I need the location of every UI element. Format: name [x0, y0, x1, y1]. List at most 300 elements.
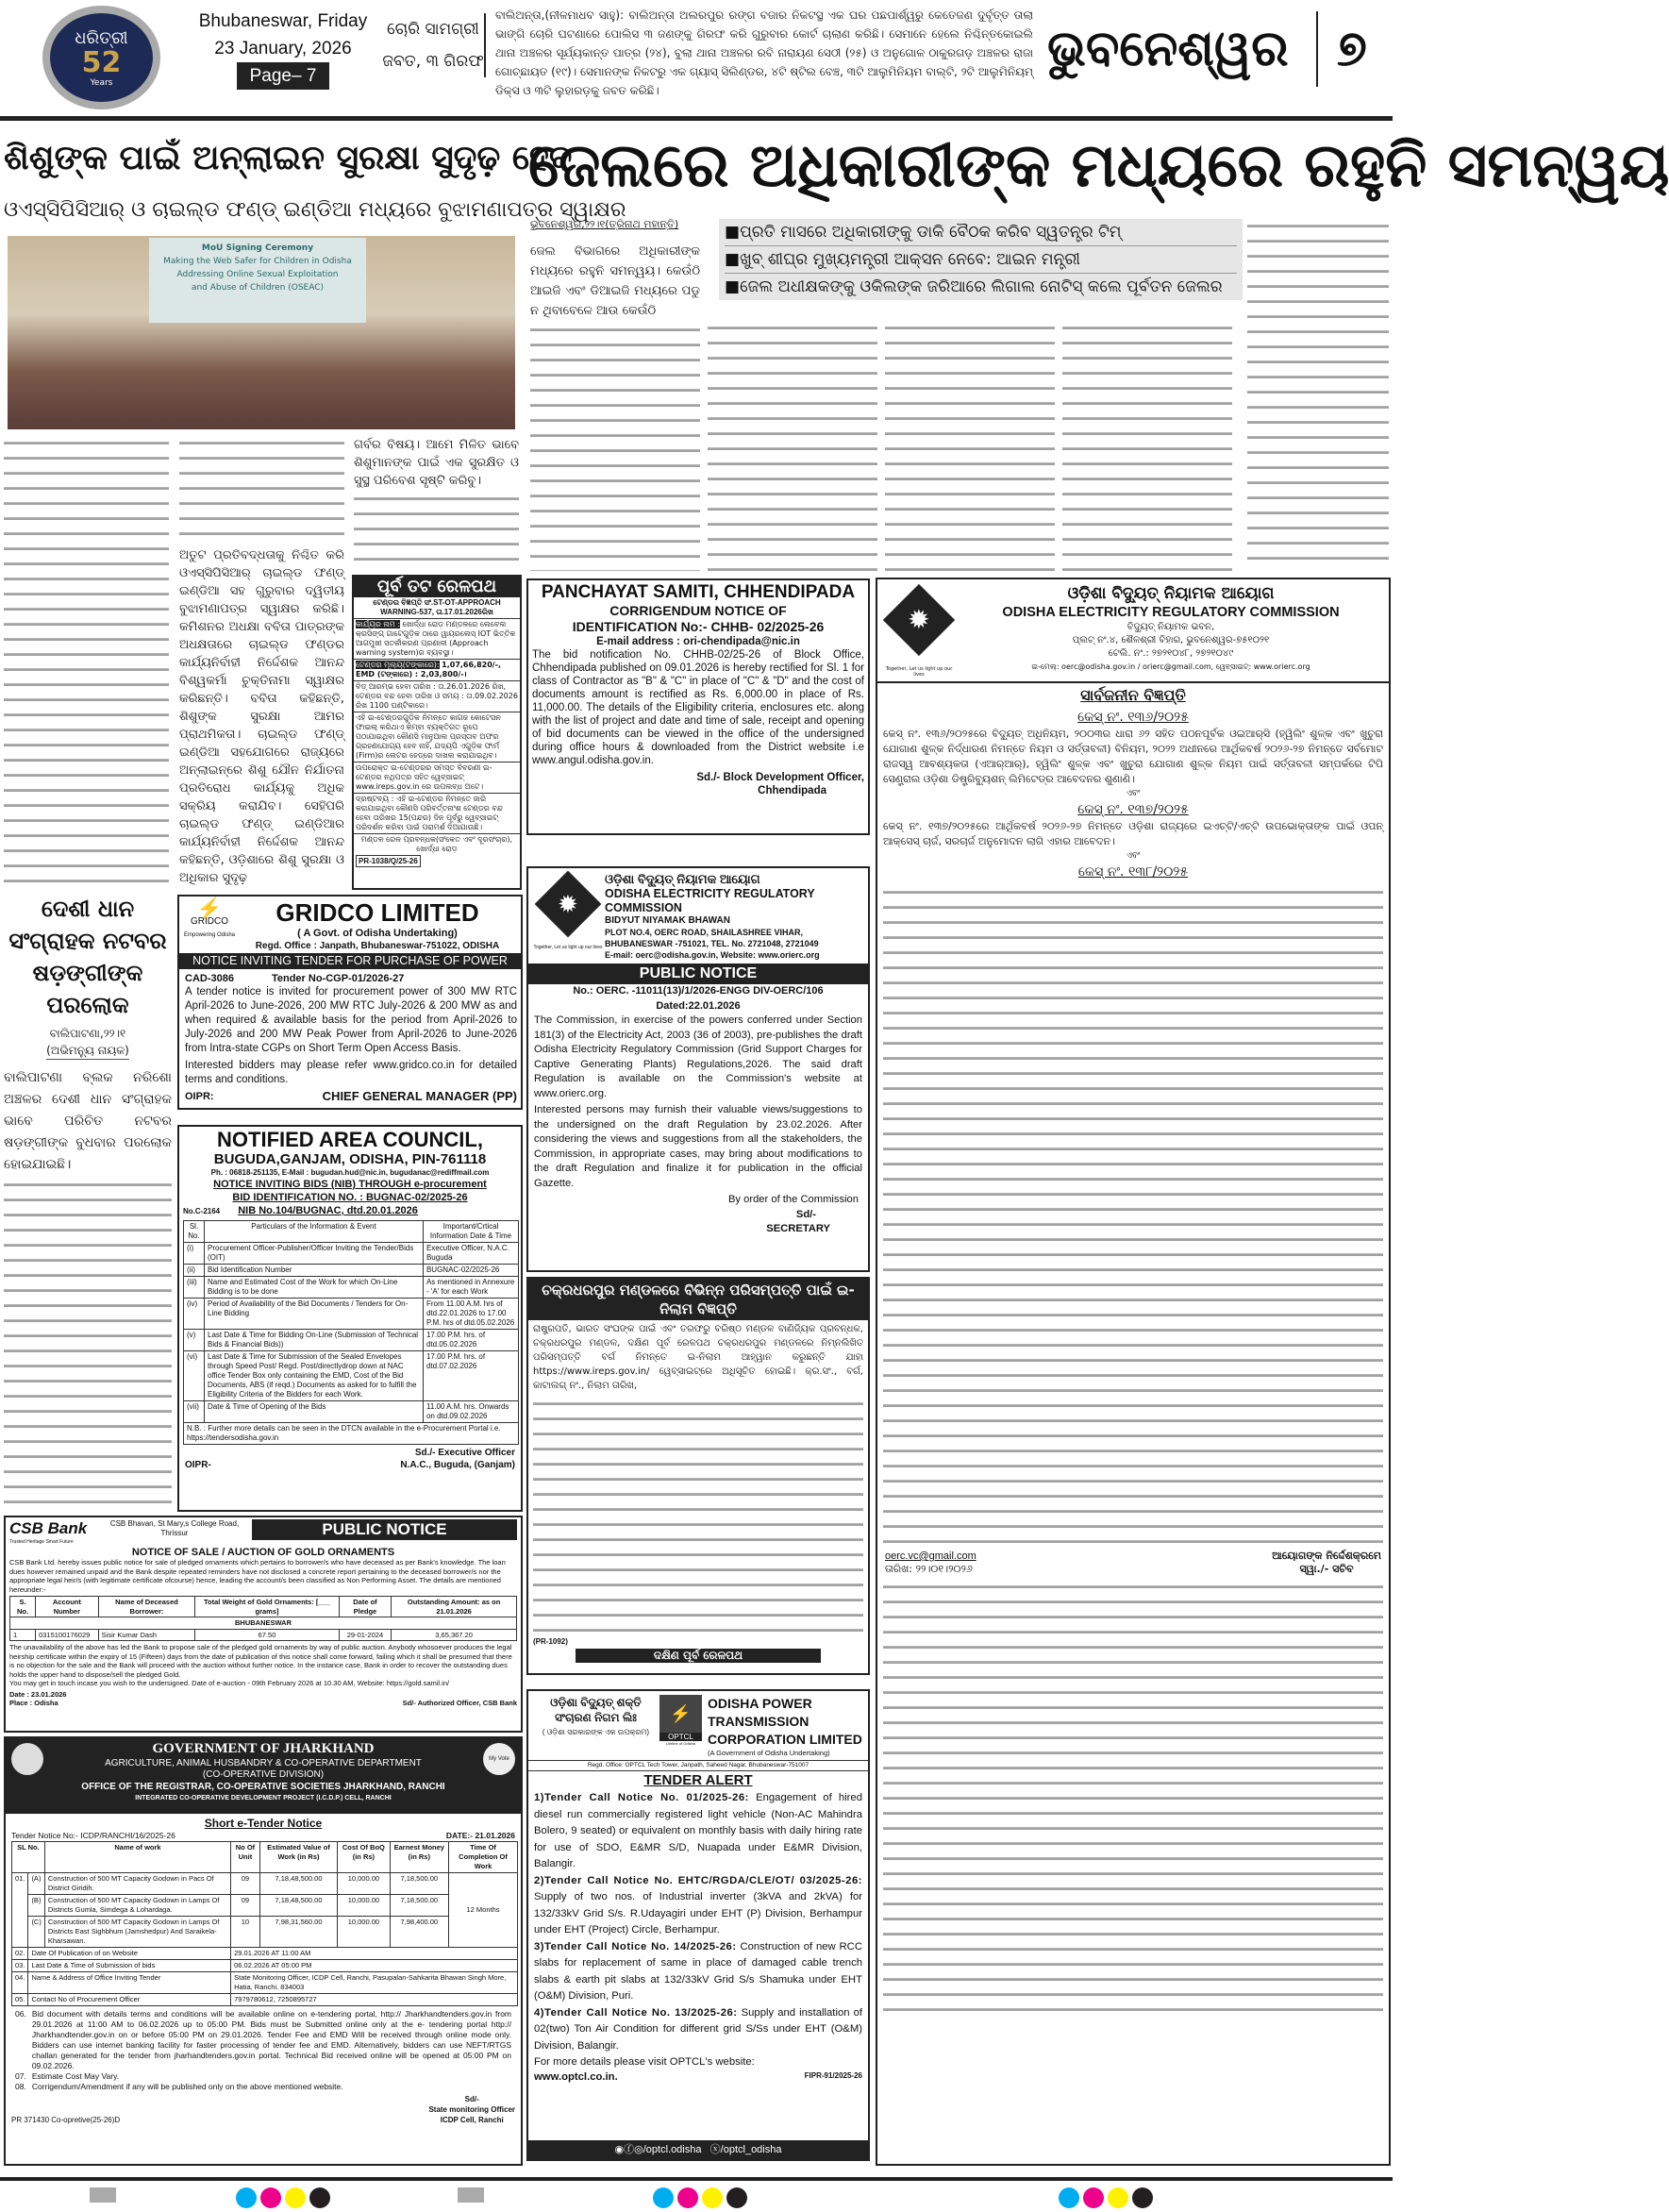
newspaper-logo [42, 6, 160, 109]
pr-ref: PR 371430 Co-opretive(25-26)D [11, 2116, 121, 2124]
column-header: Name of work [44, 1842, 230, 1873]
headline-child-safety: ଶିଶୁଙ୍କ ପାଇଁ ଅନ୍‌ଲାଇନ ସୁରକ୍ଷା ସୁଦୃଢ଼ ହେବ [4, 139, 573, 177]
farmer-dateline [4, 1025, 172, 1060]
story-column [1247, 219, 1389, 571]
color-dot [1108, 2187, 1128, 2208]
paragraph: Interested persons may furnish their valuable views/suggestions to the undersigned on the draft Regulation by 23.02.2026. After considering the views and suggestions from all the stakeholders, the Commission, in appropriate cases, may bring about modifications to the draft Regulation and finalize it for publication in the official Gazette. [534, 1104, 862, 1189]
place-day: Bhubaneswar, Friday [198, 11, 368, 31]
table-cell: Contact No of Procurement Officer [28, 1994, 231, 2006]
color-dot [702, 2187, 723, 2208]
ad-id: IDENTIFICATION No:- CHHB- 02/2025-26 [572, 619, 825, 634]
column-header: Account Number [36, 1597, 99, 1617]
column-header: Total Weight of Gold Ornaments: [___ grams] [195, 1597, 339, 1617]
table-cell: Executive Officer, N.A.C. Buguda [423, 1243, 518, 1265]
note-text: ଉପରୋକ୍ତ ଇ-ଟେଣ୍ଡରର ସମସ୍ତ ବିବରଣୀ ଇ-ଟେଣ୍ଡର ନଥିପତ୍ର ସହିତ ୱେବ୍‌ସାଇଟ୍ www.ireps.gov.in ରେ ଉପଲବ୍ଧ ଅଟେ। [354, 762, 520, 794]
case-list [877, 708, 1389, 881]
column-header: Name of Deceased Borrower: [98, 1597, 195, 1617]
column-header: S. No. [10, 1597, 36, 1617]
table-cell: (i) [184, 1243, 205, 1265]
social-bar [528, 2140, 868, 2159]
table-cell: Construction of 500 MT Capacity Godown in Lamps Of Districts East Sighbhum (Jamshedpur) And Saraikela-Kharsawan. [44, 1917, 230, 1948]
table-cell: 09 [231, 1895, 260, 1917]
optcl-logo [659, 1695, 702, 1756]
social-handle[interactable]: /optcl_odisha [720, 2144, 782, 2155]
oipr: OIPR- [185, 1460, 211, 1470]
ad-banner: PUBLIC NOTICE [528, 964, 868, 984]
tender-list [528, 1790, 868, 2054]
table-cell: Last Date & Time for Bidding On-Line (Submission of Technical Bids & Financial Bids)) [205, 1330, 424, 1351]
ad-title: ଚକ୍ରଧରପୁର ମଣ୍ଡଳରେ ବିଭିନ୍ନ ପରିସମ୍ପତ୍ତି ପାଇଁ ଇ-ନିଲାମ ବିଜ୍ଞପ୍ତି [528, 1279, 868, 1320]
story-column [1062, 321, 1232, 571]
table-cell: 7979780612, 7250895727 [231, 1994, 518, 2006]
color-dot [677, 2187, 698, 2208]
table-cell: Name & Address of Office Inviting Tender [28, 1972, 231, 1994]
odia-subtitle: ( ଓଡ଼ିଶା ସରକାରଙ୍କ ଏକ ଉପକ୍ରମ) [542, 1728, 650, 1736]
column-header: Particulars of the Information & Event [205, 1221, 424, 1243]
ad-oerc-public-notice [526, 866, 870, 1272]
bottom-rule [0, 2177, 1393, 2181]
color-dot [1083, 2187, 1104, 2208]
color-dot [236, 2187, 257, 2208]
ad-optcl-tender-alert [526, 1689, 870, 2161]
headline-jail: ଜେଲରେ ଅଧିକାରୀଙ୍କ ମଧ୍ୟରେ ରହୁନି ସମନ୍ୱୟ [528, 131, 1669, 201]
body-text: The bid notification No. CHHB-02/25-26 of Block Office, Chhendipada published on 09.01.2026 is hereby rectified for Sl. 1 for class of Contractor as "B" & "C" in place of "C" & "D" and the cost of documents amount is rectified as Rs. 6,000.00 in place of Rs. 11,000.00. The details of the Eligibility criteria, enclosures etc. along with the list of project and date and time of sale, receipt and opening of bid documents can be viewed in the office of the undersigned during office hours & downloaded from the District website i.e www.angul.odisha.gov.in. [532, 649, 864, 766]
gridco-logo [183, 897, 236, 942]
table-cell: (A) [28, 1873, 44, 1895]
note-number: 07. [15, 2071, 26, 2081]
ad-title-2: BUGUDA,GANJAM, ODISHA, PIN-761118 [213, 1151, 487, 1167]
table-row [184, 1243, 519, 1265]
column-header: Important/Crtical Information Date & Time [423, 1221, 518, 1243]
pr-ref: (PR-1092) [533, 1637, 568, 1646]
table-cell: As mentioned in Annexure - 'A' for each Work [423, 1277, 518, 1299]
photo-banner [149, 238, 366, 323]
signatory-line: By order of the Commission [727, 1194, 859, 1205]
notice-body [883, 1580, 1383, 2023]
address-line: ଟେଲି. ନଂ.: ୨୭୨୧୦୪୮, ୨୭୨୧୦୪୯ [1108, 648, 1234, 659]
byline: (ଅଭିମନ୍ୟୁ ନାୟକ) [46, 1042, 129, 1060]
bid-id-heading: BID IDENTIFICATION NO. : BUGNAC-02/2025-26 [232, 1192, 468, 1203]
table-cell: Construction of 500 MT Capacity Godown in Lamps Of Districts Gumla, Simdega & Lohardaga. [44, 1895, 230, 1917]
signatory-line: Sd/- [795, 1208, 816, 1220]
bullet-item: ■ପ୍ରତି ମାସରେ ଅଧିକାରୀଙ୍କୁ ଡାକି ବୈଠକ କରିବ ସ୍ୱତନ୍ତ୍ର ଟିମ୍ [725, 219, 1237, 246]
table-cell: 7,18,500.00 [390, 1895, 448, 1917]
bullet-item: ■ଜେଲ ଅଧୀକ୍ଷକଙ୍କୁ ଓକିଲଙ୍କ ଜରିଆରେ ଲିଗାଲ ନୋଟିସ୍ କଲେ ପୂର୍ବତନ ଜେଲର [725, 277, 1223, 296]
division: (CO-OPERATIVE DIVISION) [202, 1769, 325, 1780]
contact: Ph. : 06818-251135, E-Mail : bugudan.hud@nic.in, bugudanac@rediffmail.com [210, 1168, 490, 1177]
tender-label: 4)Tender Call Notice No. 13/2025-26: [534, 2006, 738, 2019]
oerc-logo [881, 583, 957, 678]
story-column [885, 321, 1055, 571]
table-row [12, 1948, 518, 1960]
auction-table [533, 1397, 863, 1633]
odia-title: ଓଡ଼ିଶା ବିଦ୍ୟୁତ୍ ଶକ୍ତି ସଂଚାରଣ ନିଗମ ଲିଃ [550, 1696, 642, 1724]
gray-patch [458, 2187, 484, 2203]
jharkhand-header [6, 1738, 521, 1814]
ad-east-coast-railway [352, 575, 522, 890]
cmyk-dots [1057, 2187, 1155, 2212]
table-row [12, 1873, 518, 1895]
social-icons: ◉ⓕ◎ [614, 2144, 643, 2155]
refer-text: Interested bidders may please refer www.gridco.co.in for detailed terms and conditions. [185, 1060, 517, 1085]
note-text: Corrigendum/Amendment if any will be published only on the above mentioned website. [31, 2082, 343, 2091]
notice-date: Date : 23.01.2026 [9, 1689, 67, 1699]
my-vote-badge: My Vote [483, 1743, 515, 1775]
column-header: Estimated Value of Work (in Rs) [259, 1842, 337, 1873]
ad-title: GOVERNMENT OF JHARKHAND [152, 1741, 375, 1756]
work-label: କାର୍ଯ୍ୟର ନାମ : [356, 620, 401, 628]
brief-text: ବାଲିଅନ୍ତା,(ନୀଳମାଧବ ସାହୁ): ବାଲିଅନ୍ତା ଅଲରପୁର ରଙ୍ଗ ବଜାର ନିକଟସ୍ଥ ଏକ ଘର ପଛପାର୍ଶ୍ୱରୁ କେତେଜଣ ଦୁର୍ବୃତ୍ତ ତାଲା ଭାଙ୍ଗି ଚୋରି ଘଟଣାରେ ପୋଲିସ ୩ ଜଣଙ୍କୁ ଗିରଫ କରି ଗୁରୁବାର କୋର୍ଟ ଚାଲାଣ କରିଛି। ସେମାନେ ହେଲେ ନିଶ୍ଚିନ୍ତକୋଇଲି ଥାନା ଅଞ୍ଚଳର ସୂର୍ଯ୍ୟକାନ୍ତ ପାତ୍ର (୨୪), ବୁଲା ଥାନା ଅଞ୍ଚଳର ରବି ନାରାୟଣ ସେଠୀ (୨୫) ଓ ଅନୁଗୋଳ ଠାକୁରଗଡ଼ ଅଞ୍ଚଳର ରାଜା ଗୋଚ୍ଛାୟତ (୧୯)। ସେମାନଙ୍କ ନିକଟରୁ ଏକ ଗ୍ୟାସ୍ ସିଲିଣ୍ଡର, ୪ଟି ଷ୍ଟିଲ ବେଞ୍ଚ, ୩ଟି ଆଲୁମିନିୟମ ବାଲ୍ଟି, ୨ଟି ଆଲୁମିନିୟମ୍ ଡିକ୍ସ ଓ ୩ଟି ଲୁହାରଡ଼କୁ ଜବତ କରିଛି। [495, 8, 1033, 97]
ad-title: NOTICE OF SALE / AUCTION OF GOLD ORNAMENTS [131, 1547, 395, 1558]
color-dot [309, 2187, 330, 2208]
headline-farmer: ଦେଶୀ ଧାନ ସଂଗ୍ରାହକ ନଟବର ଷଡ଼ଙ୍ଗୀଙ୍କ ପରଲୋକ [8, 896, 167, 1018]
column-header: SL No. [12, 1842, 45, 1873]
table-row [12, 1917, 518, 1948]
tower-logo-icon: ⚡ [659, 1695, 702, 1733]
note-text: ଏହି ଇ-ଟେଣ୍ଡରଗୁଡ଼ିକ ନିମନ୍ତେ କାଗଜ କୋଟେସନ ଫାଇଲ୍ କରିଥାଏ କିମ୍ବା ବ୍ୟକ୍ତିଗତ ରୂପେ ପଠାଯାଇଥିବା କୌଣସି ମାନୁଆଲ ପ୍ରସ୍ତାବ ଅଫର ଗ୍ରହଣଯୋଗ୍ୟ ହେବ ନାହିଁ, ଯଦ୍ୟପି ଏଗୁଡ଼ିକ ଫାର୍ମ (Firm)ର ଲେଟର ହେଡ୍‌ରେ ଦାଖଲ କରାଯାଇଥିବ। [354, 712, 520, 762]
column-header: Sl. No. [184, 1221, 205, 1243]
work-text: ଖୋର୍ଦ୍ଧା ରୋଡ଼ ମଣ୍ଡଳରେ ଲେବେଲ କ୍ରସିଙ୍ଗ୍ ଗାଟେଗୁଡ଼ିକ ଠାରେ ୱାୟରଲେସ୍ IOT ଭିତ୍ତିକ ଆଗମୁଖୀ ସତର୍କୀକରଣ ପ୍ରଣାଳୀ (Approach warning system)ର ବ୍ୟବସ୍ଥା। [356, 620, 516, 657]
ad-title: ପୂର୍ବ ତଟ ରେଳପଥ [354, 577, 520, 597]
csb-logo [9, 1519, 108, 1548]
tender-text: Supply of two nos. of Industrial inverter (3kVA and 2kVA) for 132/33kV Grid S/s. R.Udayagiri under EHT (P) Division, Berhampur under EHT (Project) Circle, Berhampur. [534, 1891, 862, 1936]
notice-no: No.C-2164 [183, 1207, 221, 1215]
table-cell: (C) [28, 1917, 44, 1948]
tender-text: Construction of new RCC slabs for replacement of same in place of damaged cable trench slabs & earth pit slabs at 132/33kV Grid S/s Shamuka under EHT (O&M) Division, Puri. [534, 1940, 862, 2002]
table-cell: State Monitoring Officer, ICDP Cell, Ranchi, Pasupalan-Sahkarita Bhawan Singh More, Hatia, Ranchi. 834003 [231, 1972, 518, 1994]
signatory: Sd/- Authorized Officer, CSB Bank [402, 1699, 517, 1707]
table-cell: Construction of 500 MT Capacity Godown in Pacs Of District Giridih. [44, 1873, 230, 1895]
table-cell: 3,65,367.20 [392, 1629, 517, 1641]
table-cell: 06.02.2026 AT 05:00 PM [231, 1960, 518, 1972]
banner-line: and Abuse of Children (OSEAC) [191, 283, 325, 293]
color-dot [1132, 2187, 1153, 2208]
table-cell: 7,98,400.00 [390, 1917, 448, 1948]
table-header-row [12, 1842, 518, 1873]
state-emblem-icon [11, 1743, 43, 1775]
bolt-logo-icon: ⚡ [196, 897, 223, 920]
table-cell: BUGNAC-02/2025-26 [423, 1265, 518, 1277]
table-row [184, 1351, 519, 1401]
tender-text: Supply and installation of 02(two) Ton Air Condition for different grid S/Ss under EHT (O&M) Division, Balangir. [534, 2006, 863, 2052]
bullet-text: ଜେଲ ଅଧୀକ୍ଷକଙ୍କୁ ଓକିଲଙ୍କ ଜରିଆରେ ଲିଗାଲ ନୋଟିସ୍ କଲେ ପୂର୍ବତନ ଜେଲର [740, 277, 1223, 296]
note-item [15, 2071, 511, 2082]
signatory: Sd./- Block Development Officer, [696, 772, 864, 783]
tender-label: 3)Tender Call Notice No. 14/2025-26: [534, 1940, 737, 1952]
table-cell: (vi) [184, 1351, 205, 1401]
table-cell: Date & Time of Opening of the Bids [205, 1401, 424, 1423]
address-line: ଇ-ମେଲ୍: oerc@odisha.gov.in / orierc@gmail.com, ୱେବ୍‌ସାଇଟ୍: www.orierc.org [1031, 662, 1310, 671]
more-details: For more details please visit OPTCL's website: [534, 2056, 755, 2068]
jail-dateline: ଭୁବନେଶ୍ୱର,୨୨।୧(ତ୍ରିନାଥ ମହାନ୍ତି) [530, 218, 679, 230]
odia-title: ଓଡ଼ିଶା ବିଦ୍ୟୁତ୍ ନିୟାମକ ଆୟୋଗ [605, 872, 760, 886]
table-cell: 7,18,48,500.00 [259, 1873, 337, 1895]
table-cell: Name and Estimated Cost of the Work for which On-Line Bidding is to be done [205, 1277, 424, 1299]
page-number: Page– 7 [237, 62, 330, 90]
table-cell: (iv) [184, 1299, 205, 1330]
jharkhand-works-table [11, 1841, 518, 2006]
table-cell: 7,98,31,560.00 [259, 1917, 337, 1948]
ad-oerc-odia-notice [876, 578, 1391, 2166]
ad-subtitle: ( A Govt. of Odisha Undertaking) [297, 928, 458, 939]
ad-nac-buguda [177, 1125, 523, 1512]
story-body: ଜେଲ ବିଭାଗରେ ଅଧିକାରୀଙ୍କ ମଧ୍ୟରେ ରହୁନି ସମନ୍ୱୟ। କେଉଁଠି ଆଇଜି ଏବଂ ଡିଆଇଜି ମଧ୍ୟରେ ପଡୁ ନ ଥିବାବେଳେ ଆଉ କେଉଁଠି [530, 244, 700, 318]
cad-no: CAD-3086 [185, 973, 234, 984]
ad-csb-bank [4, 1516, 523, 1733]
story-column [530, 323, 700, 571]
signatory: Sd./- Executive Officer [414, 1448, 515, 1458]
body-text: ରାଷ୍ଟ୍ରପତି, ଭାରତ ସଂଘଙ୍କ ପାଇଁ ଏବଂ ତରଫରୁ ବରିଷ୍ଠ ମଣ୍ଡଳ ବାଣିଜ୍ୟିକ ପ୍ରବନ୍ଧକ, ଚକ୍ରଧରପୁର ମଣ୍ଡଳ, ଦକ୍ଷିଣ ପୂର୍ବ ରେଳପଥ ଚକ୍ରଧରପୁର ମଣ୍ଡଳରେ ନିମ୍ନଲିଖିତ ପରିସମ୍ପତ୍ତି ବର୍ଗ ନିମନ୍ତେ ଇ-ନିଲାମ ଆହ୍ୱାନ କରୁଛନ୍ତି ଯାହା https://www.ireps.gov.in/ ୱେବ୍‌ସାଇଟ୍‌ରେ ଅଧିସୂଚିତ ହୋଇଛି। କ୍ର.ସଂ., ବର୍ଗ, କାଟାଲଗ୍ ନଂ., ନିଲାମ ତାରିଖ, [533, 1324, 863, 1391]
value-text: 1,07,66,820/-, EMD (ଟଙ୍କାରେ) : 2,03,800/-। [356, 661, 502, 679]
table-cell: (B) [28, 1895, 44, 1917]
ad-banner: PUBLIC NOTICE [252, 1519, 517, 1540]
ad-title: GRIDCO LIMITED [275, 898, 479, 927]
logo-text: GRIDCO [191, 916, 228, 927]
completion-cell: 12 Months [449, 1873, 518, 1948]
table-row [184, 1330, 519, 1351]
table-header-row [10, 1597, 517, 1617]
social-handle[interactable]: /optcl.odisha [643, 2144, 702, 2155]
case-title: କେସ୍ ନଂ. ୧୩୬/୨୦୨୫ [1077, 710, 1189, 725]
by-order: ଆୟୋଗଙ୍କ ନିର୍ଦ୍ଦେଶକ୍ରମେ [1272, 1550, 1381, 1562]
story-column [354, 492, 519, 573]
farmer-story [4, 893, 172, 1510]
note-item [15, 2082, 511, 2092]
signatory: Sd/- [464, 2095, 479, 2103]
pr-ref: PR-1038/Q/25-26 [356, 855, 421, 867]
color-dot [653, 2187, 674, 2208]
paragraph: The Commission, in exercise of the powers conferred under Section 181(3) of the Electricity Act, 2003 (36 of 2003), pre-publishes the draft Odisha Electricity Regulatory Commission (Grid Support Charges for Captive Generating Plants) Regulations,2026. The said draft Regulation is available on the Commission's website at www.orierc.org. [534, 1014, 862, 1099]
gray-patch [90, 2187, 116, 2203]
notes-list [6, 2007, 521, 2094]
bank-address: CSB Bhavan, St Mary,s College Road, Thrissur [109, 1519, 240, 1537]
table-cell: Sisir Kumar Dash [98, 1629, 195, 1641]
logo-tagline: Empowering Odisha [183, 932, 236, 938]
table-header-row [184, 1221, 519, 1243]
table-cell: 11.00 A.M. hrs. Onwards on dtd.09.02.2026 [423, 1401, 518, 1423]
notice-place: Place : Odisha [9, 1699, 58, 1707]
logo-text: ଧରିତ୍ରୀ [75, 28, 128, 48]
color-dot [1059, 2187, 1079, 2208]
department: AGRICULTURE, ANIMAL HUSBANDRY & CO-OPERATIVE DEPARTMENT [105, 1758, 422, 1768]
table-row [184, 1277, 519, 1299]
column-header: Earnest Money (in Rs) [390, 1842, 448, 1873]
logo-text: OPTCL [659, 1733, 702, 1741]
table-cell: 0315100176029 [36, 1629, 99, 1641]
value-section [354, 660, 520, 681]
table-cell: Last Date & Time of Submission of bids [28, 1960, 231, 1972]
story-body: ଅତୁଟ ପ୍ରତିବଦ୍ଧତାକୁ ନିଶ୍ଚିତ କରି ଓଏସ୍‌ସିପିସିଆର୍ ଚାଇଲ୍ଡ ଫଣ୍ଡ୍ ଇଣ୍ଡିଆ ସହ ଗୁରୁବାର ଦ୍ୱିତୀୟ ବୁଝାମଣାପତ୍ର ସ୍ୱାକ୍ଷର କରିଛି। କମିଶନର ଅଧକ୍ଷା ବବିତା ପାତ୍ରଙ୍କ ଅଧକ୍ଷତାରେ ଚାଇଲ୍ଡ ଫଣ୍ଡର କାର୍ଯ୍ୟନିର୍ବାହୀ ନିର୍ଦ୍ଦେଶକ ଆନନ୍ଦ ବିଶ୍ୱକର୍ମା ଚୁକ୍ତିନାମା ସ୍ୱାକ୍ଷର କରିଛନ୍ତି। ବବିତା କହିଛନ୍ତି, ଶିଶୁଙ୍କ ସୁରକ୍ଷା ଆମର ପ୍ରାଥମିକତା। ଚାଇଲ୍ଡ ଫଣ୍ଡ୍ ଇଣ୍ଡିଆ ସହଯୋଗରେ ରାଜ୍ୟରେ ଅନ୍‌ଲାଇନ୍‌ରେ ଶିଶୁ ଯୌନ ନିର୍ଯାତନା ପ୍ରତିରୋଧ କାର୍ଯ୍ୟକୁ ଅଧିକ ସକ୍ରିୟ କରାଯିବ। ସେହିପରି ଚାଇଲ୍ଡ ଫଣ୍ଡ୍ ଇଣ୍ଡିଆର କାର୍ଯ୍ୟନିର୍ବାହୀ ନିର୍ଦ୍ଦେଶକ ଆନନ୍ଦ କହିଛନ୍ତି, ଓଡ଼ିଶାରେ ଶିଶୁ ସୁରକ୍ଷା ଓ ଅଧିକାର ସୁଦୃଢ଼ [179, 548, 344, 885]
table-cell: 09 [231, 1873, 260, 1895]
table-cell: (v) [184, 1330, 205, 1351]
jail-bullets [719, 219, 1243, 300]
issue-date: 23 January, 2026 [214, 39, 352, 59]
table-cell: (iii) [184, 1277, 205, 1299]
table-cell: 1 [10, 1629, 36, 1641]
jail-story-column [530, 217, 700, 571]
ad-title: ODISHA POWER TRANSMISSION CORPORATION LIMITED [708, 1696, 862, 1747]
registration-marks [0, 2187, 1393, 2206]
nb-note: N.B. : Further more details can be seen in the DTCN available in the e-Procurement Portal i.e. https://tendersodisha.gov.in [184, 1423, 519, 1445]
table-cell: Last Date & Time for Submission of the Sealed Envelopes through Speed Post/ Regd. Post/directlydrop down at NAC office Tender Box only containing the EMD, Cost of the Bid Documents, ABS (if reqd.) Documents as asked for to fulfill the Eligibility Criteria of the Bidders for each Work. [205, 1351, 424, 1401]
railway-footer: ଦକ୍ଷିଣ ପୂର୍ବ ରେଳପଥ [576, 1649, 821, 1663]
address-line: ପ୍ଲଟ୍ ନଂ.୪, ଶୈଳଶ୍ରୀ ବିହାର, ଭୁବନେଶ୍ୱର-୭୫୧୦୨୧ [1072, 635, 1270, 645]
color-dot [285, 2187, 306, 2208]
signatory-title: State monitoring Officer [428, 2105, 515, 2114]
column-header: No Of Unit [231, 1842, 260, 1873]
tender-item [534, 1873, 862, 1939]
column-header: Date of Pledge [339, 1597, 391, 1617]
email: E-mail address : ori-chendipada@nic.in [596, 636, 800, 647]
banner-line: Addressing Online Sexual Exploitation [176, 270, 339, 279]
case-title: କେସ୍ ନଂ. ୧୩୮/୨୦୨୫ [1077, 864, 1189, 880]
gridco-body [185, 972, 517, 1103]
nib-heading: NOTICE INVITING BIDS (NIB) THROUGH e-procurement [213, 1179, 487, 1190]
table-row [12, 1972, 518, 1994]
notice-date: Dated:22.01.2026 [656, 999, 741, 1012]
nac-table [183, 1220, 519, 1445]
table-cell: (ii) [184, 1265, 205, 1277]
ad-title: NOTIFIED AREA COUNCIL, [217, 1128, 483, 1151]
brief-title-line: ଚୋରି ସାମଗ୍ରୀ [387, 20, 479, 39]
serial-cell: 01. [12, 1873, 28, 1948]
signatory-office: ICDP Cell, Ranchi [440, 2116, 504, 2124]
ad-address: Regd. Office : Janpath, Bhubaneswar-751022, ODISHA [255, 941, 500, 951]
masthead [0, 0, 1393, 121]
tender-no: Tender Notice No:- ICDP/RANCHI/16/2025-26 [11, 1831, 175, 1840]
tagline: Together, Let us light up our lives [881, 666, 957, 678]
oerc-logo [531, 871, 605, 961]
tender-no: Tender No-CGP-01/2026-27 [271, 973, 405, 984]
table-cell: 04. [12, 1972, 28, 1994]
story-body: ବାଲିପାଟଣା ବ୍ଲକ ନରିଶୋ ଅଞ୍ଚଳର ଦେଶୀ ଧାନ ସଂଗ୍ରାହକ ଭାବେ ପରିଚିତ ନଟବର ଷଡ଼ଙ୍ଗୀଙ୍କ ବୁଧବାର ପରଲୋକ ହୋଇଯାଇଛି। [4, 1070, 172, 1172]
banner-line: MoU Signing Ceremony [201, 243, 314, 253]
outro-text: The unavailability of the above has led the Bank to propose sale of the pledged gold ornaments by way of public auction. Anybody whosoever produces the legal heirship certificate within the expiry of 15 (Fifteen) days from the date of publication of this notice shall come forward, failing which it shall be presumed that there is no objection for the sale and the Bank will proceed with the auction without further notice. In the instance case, Bank in order to recover the outstanding dues holds the upper hand to dispose/sell the pledged Gold. [9, 1643, 512, 1679]
table-cell: 10 [231, 1917, 260, 1948]
dateline-block [198, 8, 368, 90]
note-text: Estimate Cost May Vary. [31, 2071, 120, 2081]
table-cell: 29.01.2026 AT 11:00 AM [231, 1948, 518, 1960]
story-column [179, 436, 344, 545]
logo-tagline: Lifeline of Odisha [666, 1741, 695, 1746]
table-cell: 10,000.00 [338, 1895, 390, 1917]
ad-gridco [177, 895, 523, 1110]
table-row [12, 1895, 518, 1917]
case-text: କେସ୍ ନଂ. ୧୩୭/୨୦୨୫ରେ ଆର୍ଥିକବର୍ଷ ୨୦୨୬-୨୭ ନିମନ୍ତେ ଓଡ଼ିଶା ରାଜ୍ୟରେ ଇଏଚ୍‌ଟି/ଏଚ୍‌ଟି ଉପଭୋକ୍ତାଙ୍କ ପାଇଁ ଓପନ୍ ଆକ୍ସେସ୍ ଚାର୍ଜ, ସରଚାର୍ଜ ଅନୁମୋଦନ ଲାଗି ଏହାର ଆବେଦନ। [883, 820, 1383, 847]
sun-logo-icon: ✹ [535, 871, 602, 938]
case-title: କେସ୍ ନଂ. ୧୩୭/୨୦୨୫ [1077, 802, 1189, 817]
tender-item [534, 1790, 862, 1873]
table-cell: 7,18,48,500.00 [259, 1895, 337, 1917]
work-section [354, 619, 520, 660]
address-line: BHUBANESWAR -751021, TEL. No. 2721048, 2721049 [605, 939, 819, 948]
address-line: BIDYUT NIYAMAK BHAWAN [605, 915, 730, 926]
brief-title [382, 13, 486, 77]
dates-text: ବିଡ଼୍ ଆରମ୍ଭ ହେବା ତାରିଖ : ତା.26.01.2026 ରିଖ, ଟେଣ୍ଡର ବନ୍ଦ ହେବା ତାରିଖ ଓ ସମୟ : ତା.09.02.2026 ରିଖ 1100 ଘଣ୍ଟିକାରେ। [354, 681, 520, 712]
cmyk-dots [234, 2187, 332, 2212]
x-icon: ⓧ [709, 2144, 721, 2155]
tender-item [534, 1939, 862, 2005]
ad-title: ODISHA ELECTRICITY REGULATORY COMMISSION [605, 887, 815, 914]
value-label: ଟେଣ୍ଡର ମୂଲ୍ୟ(ଟଙ୍କାରେ): [356, 661, 440, 669]
table-cell: 67.50 [195, 1629, 339, 1641]
logo-text: CSB Bank [9, 1519, 88, 1537]
bullet-text: ପ୍ରତି ମାସରେ ଅଧିକାରୀଙ୍କୁ ଡାକି ବୈଠକ କରିବ ସ୍ୱତନ୍ତ୍ର ଟିମ୍ [740, 223, 1122, 242]
notice-title: Short e-Tender Notice [204, 1817, 323, 1830]
table-cell: 29-01-2024 [339, 1629, 391, 1641]
story-column [4, 436, 169, 884]
subhead-child-safety: ଓଏସ୍‌ସିପିସିଆର୍ ଓ ଚାଇଲ୍ଡ ଫଣ୍ଡ୍ ଇଣ୍ଡିଆ ମଧ୍ୟରେ ବୁଝାମଣାପତ୍ର ସ୍ୱାକ୍ଷର [4, 198, 626, 222]
oipr: OIPR: [185, 1091, 214, 1102]
table-cell: 02. [12, 1948, 28, 1960]
ad-banner: NOTICE INVITING TENDER FOR PURCHASE OF POWER [179, 953, 521, 969]
column-header: Outstanding Amount: as on 21.01.2026 [392, 1597, 517, 1617]
table-row [12, 1994, 518, 2006]
address-line: E-mail: oerc@odisha.gov.in, Website: www.orierc.org [605, 950, 820, 960]
fipr-ref: FIPR-91/2025-26 [804, 2070, 862, 2080]
table-row [10, 1629, 517, 1641]
ad-title: ODISHA ELECTRICITY REGULATORY COMMISSION [1002, 605, 1340, 620]
logo-years: 52 [81, 46, 122, 79]
table-cell: 10,000.00 [338, 1917, 390, 1948]
story-body: ଗର୍ବର ବିଷୟ। ଆମେ ମିଳିତ ଭାବେ ଶିଶୁମାନଙ୍କ ପାଇଁ ଏକ ସୁରକ୍ଷିତ ଓ ସୁସ୍ଥ ପରିବେଶ ସୃଷ୍ଟି କରିବୁ। [354, 438, 519, 488]
signatory-place: N.A.C., Buguda, (Ganjam) [400, 1460, 515, 1470]
table-row [184, 1265, 519, 1277]
branch-group: BHUBANESWAR [10, 1617, 517, 1630]
joiner-text: ଏବଂ [1126, 851, 1141, 861]
bullet-item: ■ଖୁବ୍ ଶୀଘ୍ର ମୁଖ୍ୟମନ୍ତ୍ରୀ ଆକ୍ସନ ନେବେ: ଆଇନ ମନ୍ତ୍ରୀ [725, 246, 1237, 274]
color-dot [260, 2187, 281, 2208]
sun-logo-icon: ✹ [883, 584, 955, 656]
table-cell: (vii) [184, 1401, 205, 1423]
table-row [12, 1960, 518, 1972]
banner-line: Making the Web Safer for Children in Odisha [163, 257, 352, 266]
story-column [708, 321, 877, 571]
signatory: ମଣ୍ଡଳ ରେଳ ପ୍ରବନ୍ଧକ(ସଂକେତ ଏବଂ ଦୂରସଂଚାର), ଖୋର୍ଦ୍ଧା ରୋଡ଼ [360, 835, 513, 853]
tender-label: 2)Tender Call Notice No. EHTC/RGDA/CLE/OT/ 03/2025-26: [534, 1874, 862, 1886]
table-cell: 17.00 P.M. hrs. of dtd.07.02.2026 [423, 1351, 518, 1401]
note-number: 06. [15, 2009, 26, 2019]
section-name: ଭୁବନେଶ୍ୱର [1047, 21, 1289, 77]
column-header: Cost Of BoQ (in Rs) [338, 1842, 390, 1873]
table-row [184, 1299, 519, 1330]
table-cell: 10,000.00 [338, 1873, 390, 1895]
address-line: PLOT NO.4, OERC ROAD, SHAILASHREE VIHAR, [605, 928, 804, 937]
notice-date: ତାରିଖ: ୨୨।୦୧।୨୦୨୬ [885, 1563, 973, 1575]
contact-text: You may get in touch incase you wish to the undersigned. Date of e-auction - 09th February 2026 at 10.30 AM, Website: https://gold.samil.in/ [9, 1679, 450, 1687]
case-text: କେସ୍ ନଂ. ୧୩୬/୨୦୨୫ରେ ବିଦ୍ୟୁତ୍ ଅଧିନିୟମ, ୨୦୦୩ର ଧାରା ୬୨ ସହିତ ପଠନପୂର୍ବକ ଓଇଆର୍‌ସି (ହ୍ୱିଲିଂ ଶୁଳ୍କ ଏବଂ ଖୁଚୁରା ଯୋଗାଣ ଶୁଳ୍କ ନିର୍ଦ୍ଧାରଣ ନିମନ୍ତେ ନିୟମ ଓ ସର୍ତ୍ତାବଳୀ) ବିନିୟମ, ୨୦୨୨ ଅଧୀନରେ ଆର୍ଥିକବର୍ଷ ୨୦୨୬-୨୭ ନିମନ୍ତେ ସର୍ବମୋଟ ରାଜସ୍ୱ ଆବଶ୍ୟକତା (ଏଆର୍‌ଆର୍), ହ୍ୱିଲିଂ ଶୁଳ୍କ ଏବଂ ଖୁଚୁରା ଯୋଗାଣ ଶୁଳ୍କ ନିୟମ ପାଇଁ ସର୍ତ୍ତାବଳୀ ସମ୍ପର୍କରେ ଟିପି ସେଣ୍ଟ୍ରାଲ ଓଡ଼ିଶା ଡିଷ୍ଟ୍ରିବ୍ୟୁଶନ୍ ଲିମିଟେଡ୍‌ର ଆବେଦନର ଶୁଣାଣି। [883, 728, 1383, 785]
story-column [4, 1178, 172, 1510]
column-header: Time Of Completion Of Work [449, 1842, 518, 1873]
tender-label: 1)Tender Call Notice No. 01/2025-26: [534, 1792, 749, 1803]
tender-alert-heading: TENDER ALERT [643, 1772, 753, 1788]
tender-date: DATE:- 21.01.2026 [445, 1831, 515, 1840]
tender-text: Engagement of hired diesel run commercially registered light vehicle (Non-AC Mahindra Bolero, 9 seated) or equivalent on monthly basis with daily hiring rate for use of SDO, E&MR S/D, Nuapada under E&MR Division, Balangir. [534, 1792, 862, 1869]
ad-panchayat-chhendipada [526, 578, 870, 835]
notice-heading: ସାର୍ବଜନୀନ ବିଜ୍ଞପ୍ତି [1080, 686, 1186, 704]
joiner-text: ଏବଂ [1126, 789, 1141, 798]
tender-notice-no: ଟେଣ୍ଡର ବିଜ୍ଞପ୍ତି ସଂ.ST-OT-APPROACH WARNING-537, ତା.17.01.2026ରିଖ [354, 597, 520, 619]
address-line: ବିଦ୍ୟୁତ୍ ନିୟାମକ ଭବନ, [1127, 622, 1215, 632]
website-link[interactable]: www.optcl.co.in. [534, 2070, 618, 2083]
note-text: ଦ୍ରଷ୍ଟବ୍ୟ : ଏହି ଇ-ଟେଣ୍ଡର ନିମନ୍ତେ ଜାରି କରାଯାଇଥିବା କୌଣସି ପରିବର୍ତ୍ତନାଂଶ ଟେଣ୍ଡର ବନ୍ଦ ହେବା ତାରିଖର 15(ପନ୍ଦର) ଦିନ ପୂର୍ବରୁ ୱେବ୍‌ସାଇଟ୍ ପରିଦର୍ଶନ କରିବା ପାଇଁ ପରାମର୍ଶ ଦିଆଯାଉଛି। [354, 794, 520, 834]
story-column-3 [354, 436, 519, 573]
notice-body [883, 885, 1383, 1546]
section-page: ୭ [1316, 11, 1367, 87]
story-column-2 [179, 436, 344, 887]
project: INTEGRATED CO-OPERATIVE DEVELOPMENT PROJECT (I.C.D.P.) CELL, RANCHI [135, 1795, 392, 1801]
ad-subtitle: CORRIGENDUM NOTICE OF [609, 603, 787, 618]
